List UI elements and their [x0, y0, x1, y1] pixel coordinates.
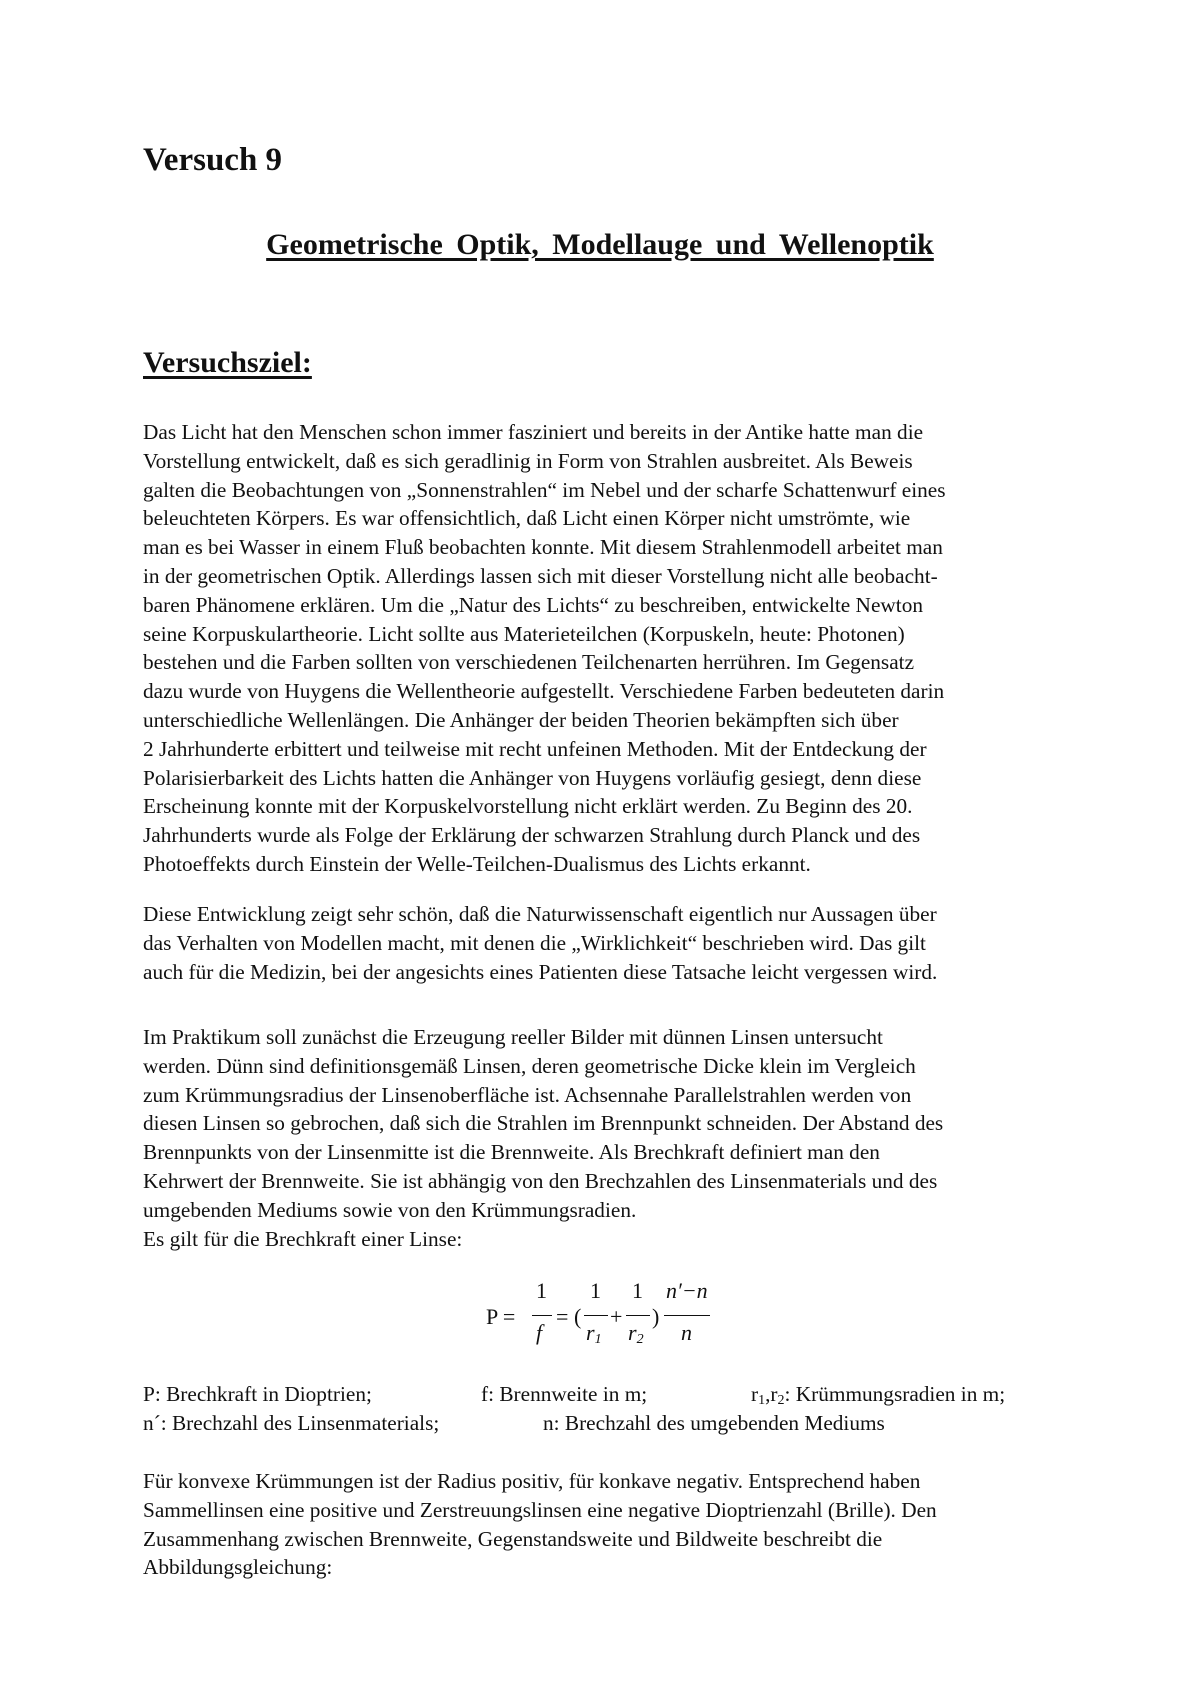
fraction-bar	[664, 1315, 710, 1316]
text-line: Kehrwert der Brennweite. Sie ist abhängig von den Brechzahlen des Linsenmaterials und des	[143, 1168, 938, 1193]
text-line: Photoeffekts durch Einstein der Welle-Teilchen-Dualismus des Lichts erkannt.	[143, 851, 811, 876]
text-line: Es gilt für die Brechkraft einer Linse:	[143, 1226, 463, 1251]
text-line: zum Krümmungsradius der Linsenoberfläche ist. Achsennahe Parallelstrahlen werden von	[143, 1082, 912, 1107]
formula-refraction-denominator: n	[681, 1320, 692, 1345]
text-line: bestehen und die Farben sollten von verschiedenen Teilchenarten herrühren. Im Gegensatz	[143, 650, 915, 675]
text-line: Jahrhunderts wurde als Folge der Erklärung der schwarzen Strahlung durch Planck und des	[143, 823, 921, 848]
text-line: beleuchteten Körpers. Es war offensichtlich, daß Licht einen Körper nicht umströmte, wie	[143, 506, 911, 531]
text-line: Polarisierbarkeit des Lichts hatten die Anhänger von Huygens vorläufig gesiegt, denn diese	[143, 765, 922, 790]
formula-plus: +	[610, 1304, 623, 1329]
fraction-bar	[626, 1315, 650, 1316]
text-line: werden. Dünn sind definitionsgemäß Linsen, deren geometrische Dicke klein im Vergleich	[143, 1053, 916, 1078]
legend-n-prime: n´: Brechzahl des Linsenmaterials;	[143, 1411, 440, 1435]
text-line: seine Korpuskulartheorie. Licht sollte aus Materieteilchen (Korpuskeln, heute: Photonen)	[143, 621, 905, 646]
paragraph-models	[143, 900, 1073, 986]
document-title: Geometrische Optik, Modellauge und Wellenoptik	[266, 228, 934, 261]
formula-numerator-one: 1	[632, 1278, 643, 1303]
formula-f: f	[536, 1320, 543, 1345]
text-line: in der geometrischen Optik. Allerdings lassen sich mit dieser Vorstellung nicht alle beobacht-	[143, 563, 938, 588]
formula-lhs: P =	[486, 1304, 516, 1329]
text-line: unterschiedliche Wellenlängen. Die Anhänger der beiden Theorien bekämpften sich über	[143, 707, 899, 732]
text-line: Erscheinung konnte mit der Korpuskelvorstellung nicht erklärt werden. Zu Beginn des 20.	[143, 794, 913, 819]
page-heading: Versuch 9	[143, 142, 283, 178]
text-line: das Verhalten von Modellen macht, mit denen die „Wirklichkeit“ beschrieben wird. Das gilt	[143, 930, 926, 955]
fraction-bar	[584, 1315, 608, 1316]
paragraph-lenses	[143, 1023, 1073, 1253]
formula-r1: $r_1$	[586, 1320, 602, 1347]
text-line: Im Praktikum soll zunächst die Erzeugung reeller Bilder mit dünnen Linsen untersucht	[143, 1025, 883, 1049]
paragraph-curvature	[143, 1467, 1073, 1582]
paragraph-history	[143, 418, 1073, 879]
text-line: Diese Entwicklung zeigt sehr schön, daß die Naturwissenschaft eigentlich nur Aussagen über	[143, 902, 937, 926]
legend-r: $r_1,r_2$: Krümmungsradien in m;	[751, 1382, 1006, 1408]
text-line: dazu wurde von Huygens die Wellentheorie aufgestellt. Verschiedene Farben bedeuteten darin	[143, 679, 945, 704]
text-line: 2 Jahrhunderte erbittert und teilweise mit recht unfeinen Methoden. Mit der Entdeckung der	[143, 736, 927, 761]
formula-numerator-one: 1	[536, 1278, 547, 1303]
section-title: Versuchsziel:	[143, 346, 312, 379]
formula-close-paren: )	[652, 1304, 660, 1329]
text-line: umgebenden Mediums sowie von den Krümmungsradien.	[143, 1197, 637, 1222]
text-line: galten die Beobachtungen von „Sonnenstrahlen“ im Nebel und der scharfe Schattenwurf eines	[143, 477, 946, 502]
fraction-bar	[532, 1315, 552, 1316]
formula-equals: =	[556, 1304, 569, 1329]
formula-numerator-one: 1	[590, 1278, 601, 1303]
legend-p: P: Brechkraft in Dioptrien;	[143, 1382, 372, 1406]
text-line: Vorstellung entwickelt, daß es sich geradlinig in Form von Strahlen ausbreitet. Als Beweis	[143, 448, 913, 473]
text-line: Sammellinsen eine positive und Zerstreuungslinsen eine negative Dioptrienzahl (Brille). Den	[143, 1497, 937, 1522]
text-line: man es bei Wasser in einem Fluß beobachten konnte. Mit diesem Strahlenmodell arbeitet man	[143, 535, 943, 560]
text-line: auch für die Medizin, bei der angesichts eines Patienten diese Tatsache leicht vergessen wird.	[143, 959, 938, 984]
legend-n: n: Brechzahl des umgebenden Mediums	[543, 1411, 885, 1435]
text-line: Brennpunkts von der Linsenmitte ist die Brennweite. Als Brechkraft definiert man den	[143, 1140, 880, 1165]
text-line: Für konvexe Krümmungen ist der Radius positiv, für konkave negativ. Entsprechend haben	[143, 1469, 921, 1493]
text-line: diesen Linsen so gebrochen, daß sich die Strahlen im Brennpunkt schneiden. Der Abstand des	[143, 1111, 944, 1136]
text-line: Abbildungsgleichung:	[143, 1555, 333, 1580]
text-line: Zusammenhang zwischen Brennweite, Gegenstandsweite und Bildweite beschreibt die	[143, 1526, 883, 1551]
lens-power-formula	[486, 1278, 746, 1358]
text-line: baren Phänomene erklären. Um die „Natur des Lichts“ zu beschreiben, entwickelte Newton	[143, 592, 923, 617]
formula-open-paren: (	[574, 1304, 582, 1329]
text-line: Das Licht hat den Menschen schon immer fasziniert und bereits in der Antike hatte man die	[143, 420, 924, 444]
formula-refraction-numerator: n′−n	[666, 1278, 708, 1303]
formula-r2: $r_2$	[628, 1320, 644, 1347]
legend-f: f: Brennweite in m;	[481, 1382, 648, 1406]
